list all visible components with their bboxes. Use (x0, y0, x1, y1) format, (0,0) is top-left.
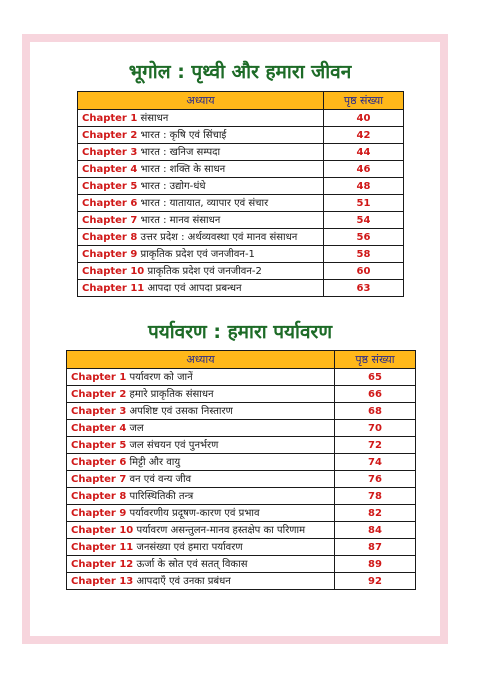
chapter-title: भारत : यातायात, व्यापार एवं संचार (140, 197, 269, 209)
chapter-title: अपशिष्ट एवं उसका निस्तारण (129, 405, 233, 417)
page-number: 76 (335, 471, 416, 488)
chapter-title: मिट्टी और वायु (129, 456, 181, 468)
contents-table-environment (66, 350, 416, 590)
section-title-geography: भूगोल : पृथ्वी और हमारा जीवन (128, 61, 352, 83)
chapter-cell (67, 471, 335, 488)
chapter-label: Chapter 10 (82, 265, 145, 277)
chapter-cell (78, 263, 324, 280)
page-number: 42 (324, 127, 404, 144)
contents-table-geography (77, 91, 404, 297)
chapter-title: प्राकृतिक प्रदेश एवं जनजीवन-2 (147, 265, 262, 277)
page-number: 56 (324, 229, 404, 246)
chapter-label: Chapter 7 (71, 473, 127, 485)
table-row (78, 263, 404, 280)
chapter-cell (67, 539, 335, 556)
chapter-label: Chapter 11 (71, 541, 134, 553)
page-number: 84 (335, 522, 416, 539)
chapter-cell (78, 161, 324, 178)
chapter-cell (67, 420, 335, 437)
page-number: 44 (324, 144, 404, 161)
chapter-label: Chapter 9 (82, 248, 138, 260)
table-row (78, 127, 404, 144)
page-number: 48 (324, 178, 404, 195)
page-number: 51 (324, 195, 404, 212)
table-row (78, 110, 404, 127)
chapter-label: Chapter 1 (71, 371, 127, 383)
chapter-cell (78, 246, 324, 263)
table-row (78, 212, 404, 229)
chapter-title: जल (129, 422, 144, 434)
chapter-label: Chapter 2 (82, 129, 138, 141)
chapter-label: Chapter 1 (82, 112, 138, 124)
chapter-title: भारत : शक्ति के साधन (140, 163, 226, 175)
chapter-title: हमारे प्राकृतिक संसाधन (129, 388, 214, 400)
chapter-cell (67, 556, 335, 573)
chapter-title: आपदाएँ एवं उनका प्रबंधन (136, 575, 231, 587)
chapter-label: Chapter 7 (82, 214, 138, 226)
chapter-cell (78, 127, 324, 144)
chapter-title: जनसंख्या एवं हमारा पर्यावरण (136, 541, 243, 553)
chapter-column-header: अध्याय (78, 92, 324, 110)
table-row (67, 488, 416, 505)
chapter-title: पर्यावरण असन्तुलन-मानव हस्तक्षेप का परिणाम (136, 524, 306, 536)
chapter-cell (67, 454, 335, 471)
chapter-cell (78, 178, 324, 195)
chapter-cell (78, 195, 324, 212)
chapter-title: भारत : खनिज सम्पदा (140, 146, 221, 158)
page-number: 54 (324, 212, 404, 229)
chapter-label: Chapter 9 (71, 507, 127, 519)
chapter-title: ऊर्जा के स्रोत एवं सतत् विकास (136, 558, 248, 570)
chapter-label: Chapter 6 (82, 197, 138, 209)
page-column-header: पृष्ठ संख्या (335, 351, 416, 369)
chapter-label: Chapter 4 (71, 422, 127, 434)
chapter-title: पारिस्थितिकी तन्त्र (129, 490, 194, 502)
chapter-label: Chapter 5 (82, 180, 138, 192)
chapter-column-header: अध्याय (67, 351, 335, 369)
chapter-label: Chapter 10 (71, 524, 134, 536)
chapter-cell (67, 573, 335, 590)
page-number: 63 (324, 280, 404, 297)
table-row (67, 403, 416, 420)
chapter-label: Chapter 6 (71, 456, 127, 468)
page-number: 92 (335, 573, 416, 590)
table-row (78, 246, 404, 263)
section-title-environment: पर्यावरण : हमारा पर्यावरण (147, 321, 333, 343)
table-row (67, 522, 416, 539)
table-row (67, 471, 416, 488)
chapter-cell (67, 403, 335, 420)
chapter-label: Chapter 3 (71, 405, 127, 417)
chapter-label: Chapter 11 (82, 282, 145, 294)
page-number: 72 (335, 437, 416, 454)
table-row (78, 161, 404, 178)
chapter-title: भारत : उद्योग-धंधे (140, 180, 206, 192)
page-number: 74 (335, 454, 416, 471)
table-row (67, 437, 416, 454)
chapter-label: Chapter 3 (82, 146, 138, 158)
table-row (67, 556, 416, 573)
chapter-title: प्राकृतिक प्रदेश एवं जनजीवन-1 (140, 248, 255, 260)
chapter-title: वन एवं वन्य जीव (129, 473, 192, 485)
chapter-cell (67, 488, 335, 505)
chapter-cell (78, 229, 324, 246)
table-row (67, 420, 416, 437)
chapter-cell (67, 522, 335, 539)
page-number: 60 (324, 263, 404, 280)
chapter-label: Chapter 13 (71, 575, 134, 587)
table-row (78, 280, 404, 297)
page-number: 46 (324, 161, 404, 178)
chapter-cell (67, 505, 335, 522)
chapter-title: उत्तर प्रदेश : अर्थव्यवस्था एवं मानव संसाधन (140, 231, 298, 243)
chapter-cell (78, 212, 324, 229)
table-header-row (67, 351, 416, 369)
chapter-title: आपदा एवं आपदा प्रबन्धन (147, 282, 242, 294)
chapter-cell (67, 386, 335, 403)
table-row (67, 386, 416, 403)
table-row (78, 178, 404, 195)
table-row (78, 144, 404, 161)
chapter-label: Chapter 8 (71, 490, 127, 502)
chapter-title: संसाधन (140, 112, 169, 124)
table-row (67, 505, 416, 522)
chapter-label: Chapter 2 (71, 388, 127, 400)
page-number: 87 (335, 539, 416, 556)
table-row (67, 573, 416, 590)
table-row (78, 195, 404, 212)
page-number: 78 (335, 488, 416, 505)
chapter-cell (67, 369, 335, 386)
chapter-label: Chapter 5 (71, 439, 127, 451)
table-row (67, 454, 416, 471)
page-number: 58 (324, 246, 404, 263)
page-number: 68 (335, 403, 416, 420)
chapter-title: जल संचयन एवं पुनर्भरण (129, 439, 219, 451)
page-column-header: पृष्ठ संख्या (324, 92, 404, 110)
table-row (67, 539, 416, 556)
chapter-title: भारत : मानव संसाधन (140, 214, 221, 226)
table-row (78, 229, 404, 246)
chapter-cell (78, 144, 324, 161)
chapter-label: Chapter 12 (71, 558, 134, 570)
page-number: 70 (335, 420, 416, 437)
page-number: 66 (335, 386, 416, 403)
table-header-row (78, 92, 404, 110)
chapter-cell (78, 110, 324, 127)
chapter-title: पर्यावरण को जानें (129, 371, 193, 383)
chapter-cell (78, 280, 324, 297)
chapter-cell (67, 437, 335, 454)
page-number: 82 (335, 505, 416, 522)
table-row (67, 369, 416, 386)
chapter-title: पर्यावरणीय प्रदूषण-कारण एवं प्रभाव (129, 507, 260, 519)
page-number: 65 (335, 369, 416, 386)
page-number: 89 (335, 556, 416, 573)
chapter-label: Chapter 8 (82, 231, 138, 243)
chapter-label: Chapter 4 (82, 163, 138, 175)
page-number: 40 (324, 110, 404, 127)
chapter-title: भारत : कृषि एवं सिंचाई (140, 129, 227, 141)
